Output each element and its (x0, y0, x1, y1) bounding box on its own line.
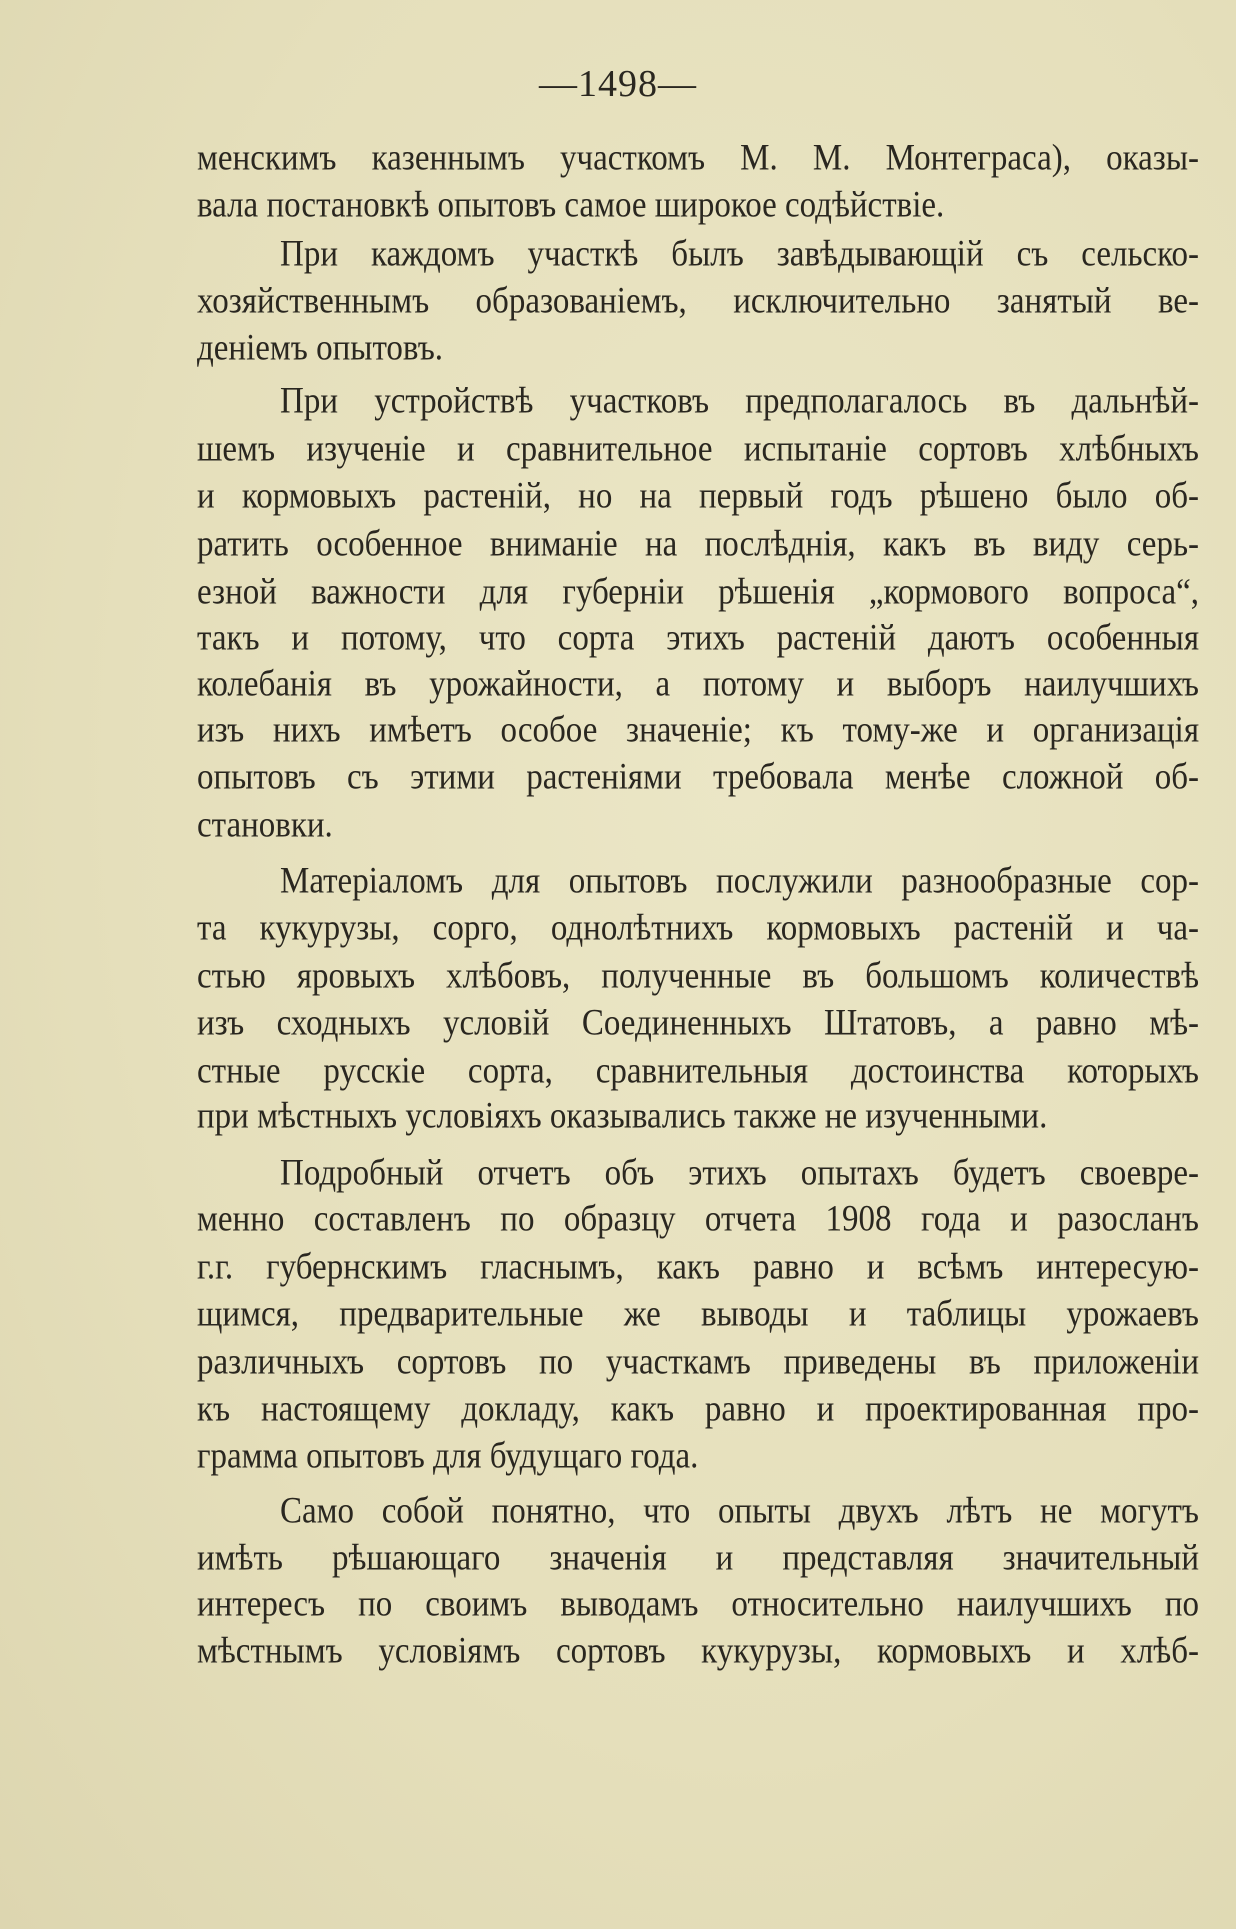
text-line: стью яровыхъ хлѣбовъ, полученные въ большомъ количествѣ (197, 956, 1199, 997)
text-line: шемъ изученіе и сравнительное испытаніе сортовъ хлѣбныхъ (197, 429, 1199, 470)
text-line: вала постановкѣ опытовъ самое широкое содѣйствіе. (197, 185, 945, 226)
text-line: щимся, предварительные же выводы и таблицы урожаевъ (197, 1294, 1199, 1335)
text-line: изъ сходныхъ условій Соединенныхъ Штатовъ, а равно мѣ- (197, 1003, 1199, 1044)
text-line: хозяйственнымъ образованіемъ, исключительно занятый ве- (197, 281, 1199, 322)
text-line: Матеріаломъ для опытовъ послужили разнообразные сор- (280, 861, 1199, 902)
text-line: къ настоящему докладу, какъ равно и проектированная про- (197, 1389, 1199, 1430)
text-line: деніемъ опытовъ. (197, 328, 444, 369)
text-line: при мѣстныхъ условіяхъ оказывались также не изученными. (197, 1096, 1048, 1137)
text-line: грамма опытовъ для будущаго года. (197, 1436, 699, 1477)
text-line: интересъ по своимъ выводамъ относительно наилучшихъ по (197, 1584, 1199, 1625)
text-line: имѣть рѣшающаго значенія и представляя значительный (197, 1538, 1199, 1579)
text-line: различныхъ сортовъ по участкамъ приведены въ приложеніи (197, 1342, 1199, 1383)
text-line: та кукурузы, сорго, однолѣтнихъ кормовыхъ растеній и ча- (197, 908, 1199, 949)
text-line: При устройствѣ участковъ предполагалось въ дальнѣй- (280, 381, 1199, 422)
text-line: Само собой понятно, что опыты двухъ лѣтъ не могутъ (280, 1491, 1199, 1532)
text-line: г.г. губернскимъ гласнымъ, какъ равно и всѣмъ интересую- (197, 1247, 1199, 1288)
text-line: становки. (197, 805, 333, 846)
text-line: опытовъ съ этими растеніями требовала менѣе сложной об- (197, 757, 1199, 798)
text-line: изъ нихъ имѣетъ особое значеніе; къ тому-же и организація (197, 710, 1199, 751)
text-line: такъ и потому, что сорта этихъ растеній даютъ особенныя (197, 618, 1199, 659)
text-line: езной важности для губерніи рѣшенія „кормового вопроса“, (197, 572, 1199, 613)
text-line: ратить особенное вниманіе на послѣднія, какъ въ виду серь- (197, 524, 1199, 565)
text-line: менскимъ казеннымъ участкомъ М. М. Монтеграса), оказы- (197, 138, 1199, 179)
text-line: Подробный отчетъ объ этихъ опытахъ будетъ своевре- (280, 1153, 1199, 1194)
text-line: колебанія въ урожайности, а потому и выборъ наилучшихъ (197, 664, 1199, 705)
text-line: мѣстнымъ условіямъ сортовъ кукурузы, кормовыхъ и хлѣб- (197, 1631, 1199, 1672)
page-number: —1498— (539, 63, 697, 105)
text-line: и кормовыхъ растеній, но на первый годъ рѣшено было об- (197, 476, 1199, 517)
text-line: менно составленъ по образцу отчета 1908 года и разосланъ (197, 1199, 1199, 1240)
text-line: стные русскіе сорта, сравнительныя достоинства которыхъ (197, 1051, 1199, 1092)
text-line: При каждомъ участкѣ былъ завѣдывающій съ сельско- (280, 234, 1199, 275)
